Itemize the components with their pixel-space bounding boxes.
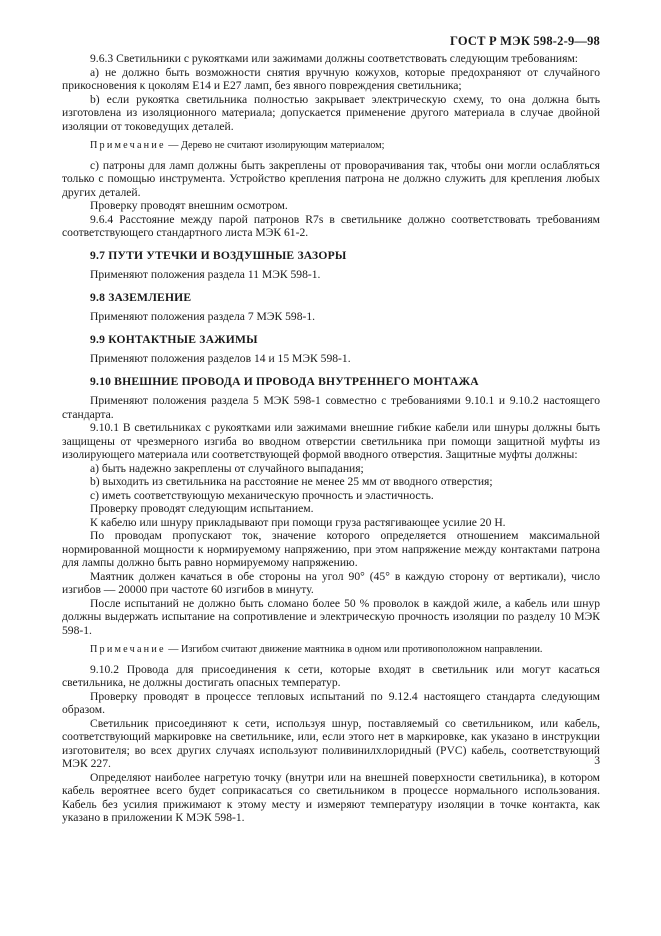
section-9-10-text: Применяют положения раздела 5 МЭК 598-1 совместно с требованиями 9.10.1 и 9.10.2 настоящего стандарта. [62,394,600,421]
section-9-7-text: Применяют положения раздела 11 МЭК 598-1. [90,268,321,281]
note-text: — Изгибом считают движение маятника в одном или противоположном направлении. [165,644,543,655]
test-pendulum: Маятник должен качаться в обе стороны на угол 90° (45° в каждую сторону от вертикали), число изгибов — 20000 при частоте 60 изгибов в минуту. [62,569,600,596]
sleeve-item-b: b) выходить из светильника на расстояние не менее 25 мм от вводного отверстия; [90,475,493,488]
test-current: По проводам пропускают ток, значение которого определяется отношением максимальной нормированной мощности к нормируемому напряжению, при этом напряжение между контактами патрона для лампы должно быть равно нормируемому напряжению. [62,529,600,569]
section-9-7-heading: 9.7 ПУТИ УТЕЧКИ И ВОЗДУШНЫЕ ЗАЗОРЫ [90,248,347,262]
note-text: — Дерево не считают изолирующим материалом; [165,140,385,151]
item-a: а) не должно быть возможности снятия вручную кожухов, которые предохраняют от случайного прикосновения к цоколям Е14 и Е27 ламп, без явного повреждения светильника; [62,65,600,92]
thermal-test-intro: Проверку проводят в процессе тепловых испытаний по 9.12.4 настоящего стандарта следующим образом. [62,689,600,716]
item-b: b) если рукоятка светильника полностью закрывает электрическую схему, то она должна быть изготовлена из изоляционного материала; допускается применение другого материала в случае двойной изоляции от токоведущих деталей. [62,92,600,133]
section-9-8-text: Применяют положения раздела 7 МЭК 598-1. [90,310,316,323]
test-force: К кабелю или шнуру прикладывают при помощи груза растягивающее усилие 20 Н. [90,515,506,529]
page-body [62,52,600,825]
page-number: 3 [594,754,600,767]
sleeve-item-c: с) иметь соответствующую механическую прочность и эластичность. [90,488,434,502]
note-label: Примечание [90,140,166,151]
thermal-test-hotspot: Определяют наиболее нагретую точку (внутри или на внешней поверхности светильника), в котором кабель вероятнее всего будет соприкасаться со светильником в процессе нормального использования. Кабель без усилия прижимают к этому месту и измеряют температуру изоляции в точке контакта, как указано в приложении К МЭК 598-1. [62,770,600,824]
clause-9-6-4: 9.6.4 Расстояние между парой патронов R7s в светильнике должно соответствовать требованиям соответствующего стандартного листа МЭК 61-2. [62,212,600,239]
test-result: После испытаний не должно быть сломано более 50 % проволок в каждой жиле, а кабель или шнур должны выдержать испытание на сопротивление и электрическую прочность изоляции по разделу 10 МЭК 598-1. [62,596,600,637]
section-9-8-heading: 9.8 ЗАЗЕМЛЕНИЕ [90,290,192,304]
clause-9-10-1: 9.10.1 В светильниках с рукоятками или зажимами внешние гибкие кабели или шнуры должны быть защищены от чрезмерного изгиба во вводном отверстии светильника при помощи защитной муфты из изолирующего материала или соответствующей формой вводного отверстия. Защитные муфты должны: [62,421,600,461]
section-9-9-heading: 9.9 КОНТАКТНЫЕ ЗАЖИМЫ [90,332,258,346]
sleeve-item-a: а) быть надежно закреплены от случайного выпадания; [90,461,364,475]
thermal-test-connection: Светильник присоединяют к сети, используя шнур, поставляемый со светильником, или кабель, соответствующий маркировке на светильнике, или, если этого нет в маркировке, как указано в инструкции изготовителя; во всех других случаях используют поливинилхлоридный (PVC) кабель, соответствующий МЭК 227. [62,716,600,770]
clause-9-6-3: 9.6.3 Светильники с рукоятками или зажимами должны соответствовать следующим требованиям: [90,52,579,65]
standard-header: ГОСТ Р МЭК 598-2-9—98 [449,34,600,48]
check-visual: Проверку проводят внешним осмотром. [90,199,288,212]
note-bending [62,643,600,657]
note-label: Примечание [90,644,166,655]
test-intro: Проверку проводят следующим испытанием. [90,502,314,515]
section-9-10-heading: 9.10 ВНЕШНИЕ ПРОВОДА И ПРОВОДА ВНУТРЕННЕГО МОНТАЖА [90,374,479,388]
note-wood [62,139,600,153]
section-9-9-text: Применяют положения разделов 14 и 15 МЭК 598-1. [90,352,351,365]
clause-9-10-2: 9.10.2 Провода для присоединения к сети, которые входят в светильник или могут касаться светильника, не должны достигать опасных температур. [62,662,600,689]
item-c: с) патроны для ламп должны быть закреплены от проворачивания так, чтобы они могли ослабляться только с помощью инструмента. Устройство крепления патрона не должно служить для крепления любых других деталей. [62,158,600,199]
